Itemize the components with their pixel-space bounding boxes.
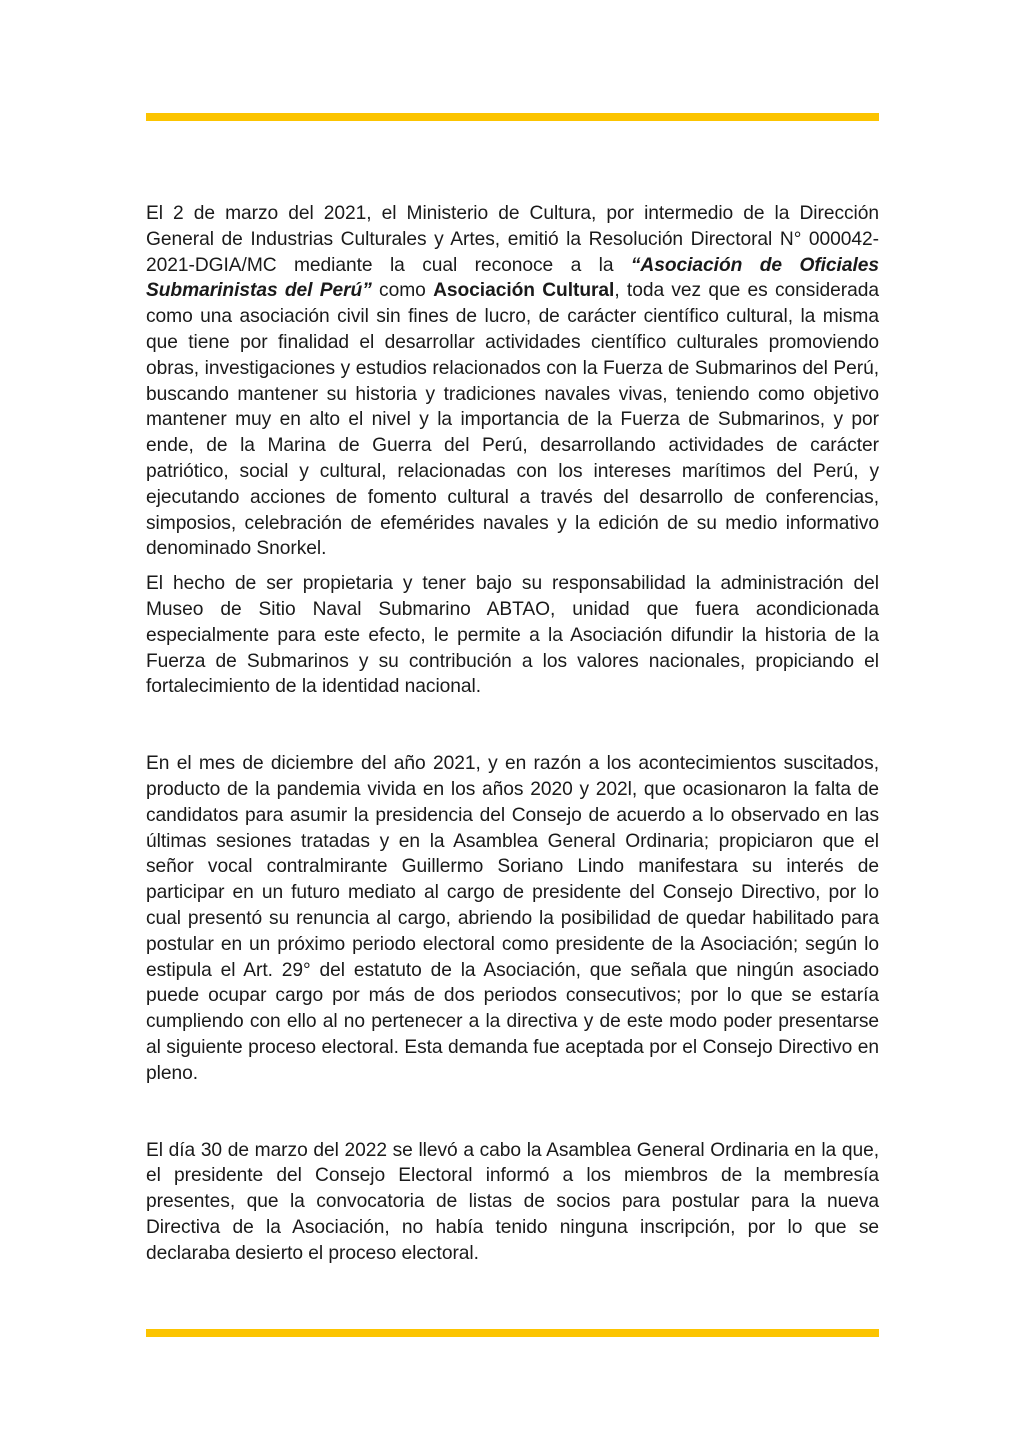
paragraph-resolution-text-1: El 2 de marzo del 2021, el Ministerio de Cultura, por intermedio de la Dirección General de Industrias Culturales y Artes, emitió la Resolución Directoral N° 000042-2021-DGIA/MC mediante la cual reconoce a la (146, 203, 879, 276)
paragraph-resolution-text-2: como (371, 280, 434, 302)
association-name: “Asociación de Oficiales Submarinistas del Perú” (146, 254, 879, 302)
document-body (146, 201, 879, 1266)
bottom-decorative-rule (146, 1329, 879, 1337)
paragraph-resolution (146, 201, 879, 562)
association-type: Asociación Cultural (433, 280, 615, 302)
paragraph-museum: El hecho de ser propietaria y tener bajo su responsabilidad la administración del Museo de Sitio Naval Submarino ABTAO, unidad que fuera acondicionada especialmente para este efecto, le permite a la Asociación difundir la historia de la Fuerza de Submarinos y su contribución a los valores nacionales, propiciando el fortalecimiento de la identidad nacional. (146, 573, 879, 698)
paragraph-resolution-text-3: , toda vez que es considerada como una asociación civil sin fines de lucro, de carácter científico cultural, la misma que tiene por finalidad el desarrollar actividades científico culturales promoviendo obras, investigaciones y estudios relacionados con la Fuerza de Submarinos del Perú, buscando mantener su historia y tradiciones navales vivas, teniendo como objetivo mantener muy en alto el nivel y la importancia de la Fuerza de Submarinos, y por ende, de la Marina de Guerra del Perú, desarrollando actividades de carácter patriótico, social y cultural, relacionadas con los intereses marítimos del Perú, y ejecutando acciones de fomento cultural a través del desarrollo de conferencias, simposios, celebración de efemérides navales y la edición de su medio informativo denominado Snorkel. (146, 280, 879, 560)
paragraph-march-2022: El día 30 de marzo del 2022 se llevó a cabo la Asamblea General Ordinaria en la que, el presidente del Consejo Electoral informó a los miembros de la membresía presentes, que la convocatoria de listas de socios para postular para la nueva Directiva de la Asociación, no había tenido ninguna inscripción, por lo que se declaraba desierto el proceso electoral. (146, 1139, 879, 1264)
top-decorative-rule (146, 113, 879, 121)
paragraph-december-2021: En el mes de diciembre del año 2021, y en razón a los acontecimientos suscitados, producto de la pandemia vivida en los años 2020 y 202l, que ocasionaron la falta de candidatos para asumir la presidencia del Consejo de acuerdo a lo observado en las últimas sesiones tratadas y en la Asamblea General Ordinaria; propiciaron que el señor vocal contralmirante Guillermo Soriano Lindo manifestara su interés de participar en un futuro mediato al cargo de presidente del Consejo Directivo, por lo cual presentó su renuncia al cargo, abriendo la posibilidad de quedar habilitado para postular en un próximo periodo electoral como presidente de la Asociación; según lo estipula el Art. 29° del estatuto de la Asociación, que señala que ningún asociado puede ocupar cargo por más de dos periodos consecutivos; por lo que se estaría cumpliendo con ello al no pertenecer a la directiva y de este modo poder presentarse al siguiente proceso electoral. Esta demanda fue aceptada por el Consejo Directivo en pleno. (146, 753, 879, 1084)
